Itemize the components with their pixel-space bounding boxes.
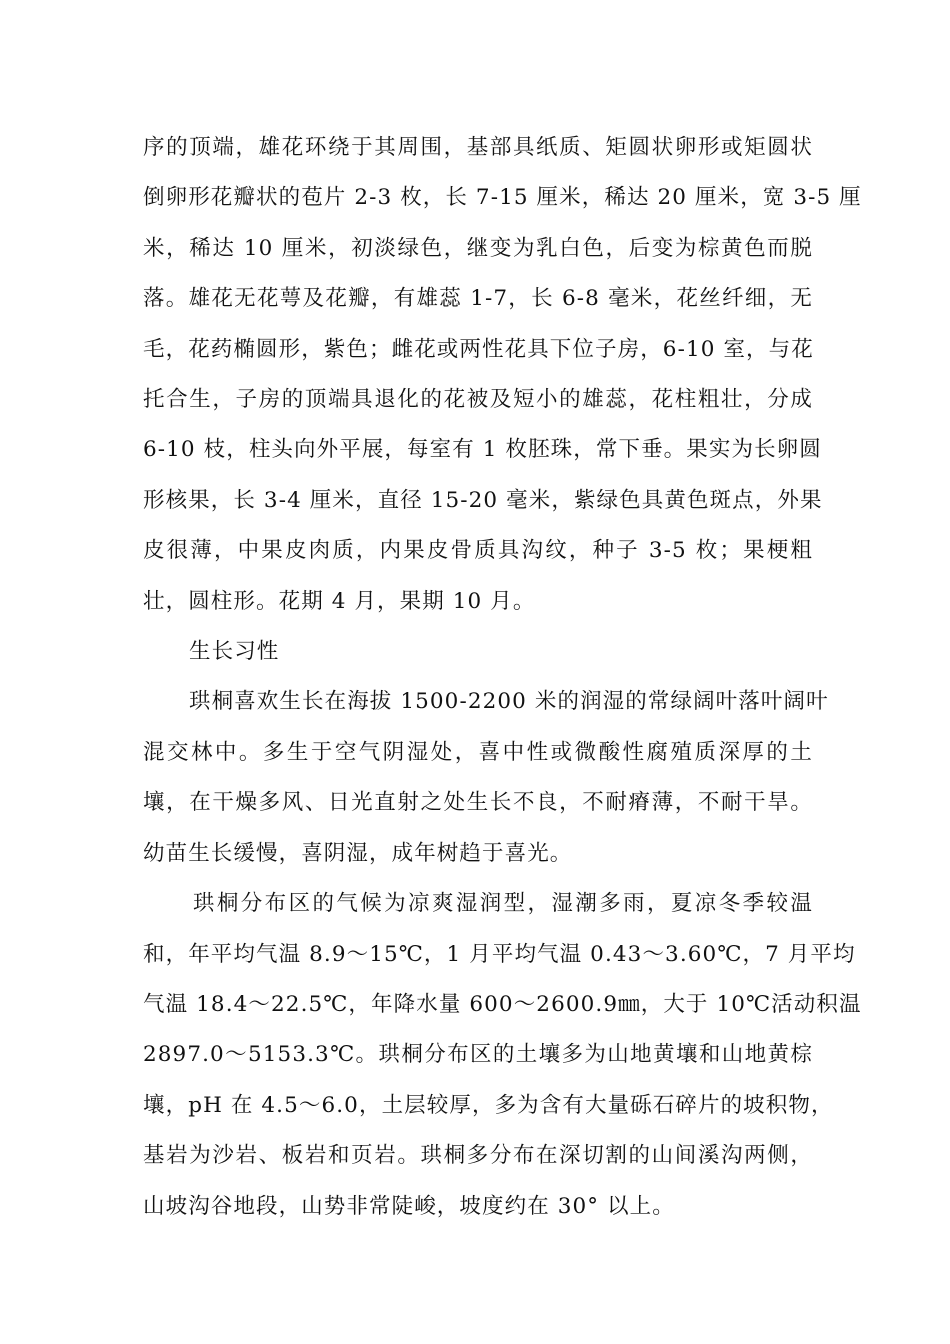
text-line: 2897.0～5153.3℃。珙桐分布区的土壤多为山地黄壤和山地黄棕	[143, 1042, 813, 1068]
paragraph-morphology	[143, 123, 862, 627]
text-line: 壤，在干燥多风、日光直射之处生长不良，不耐瘠薄，不耐干旱。	[143, 790, 813, 816]
text-line: 珙桐喜欢生长在海拔 1500-2200 米的润湿的常绿阔叶落叶阔叶	[189, 689, 829, 715]
text-line: 米，稀达 10 厘米，初淡绿色，继变为乳白色，后变为棕黄色而脱	[143, 235, 813, 261]
text-line: 皮很薄，中果皮肉质，内果皮骨质具沟纹，种子 3-5 枚；果梗粗	[143, 538, 813, 564]
paragraph-climate	[143, 879, 862, 1232]
text-line: 气温 18.4～22.5℃，年降水量 600～2600.9㎜，大于 10℃活动积温	[143, 991, 862, 1017]
text-line: 序的顶端，雄花环绕于其周围，基部具纸质、矩圆状卵形或矩圆状	[143, 135, 813, 160]
text-line: 山坡沟谷地段，山势非常陡峻，坡度约在 30° 以上。	[143, 1193, 675, 1219]
text-line: 壮，圆柱形。花期 4 月，果期 10 月。	[143, 588, 536, 614]
text-line: 珙桐分布区的气候为凉爽湿润型，湿潮多雨，夏凉冬季较温	[193, 891, 813, 917]
text-line: 倒卵形花瓣状的苞片 2-3 枚，长 7-15 厘米，稀达 20 厘米，宽 3-5 厘	[143, 185, 862, 211]
text-line: 托合生，子房的顶端具退化的花被及短小的雄蕊，花柱粗壮，分成	[143, 387, 813, 413]
text-line: 基岩为沙岩、板岩和页岩。珙桐多分布在深切割的山间溪沟两侧，	[143, 1143, 813, 1169]
text-line: 落。雄花无花萼及花瓣，有雄蕊 1-7，长 6-8 毫米，花丝纤细，无	[143, 286, 813, 312]
text-line: 毛，花药椭圆形，紫色；雌花或两性花具下位子房，6-10 室，与花	[143, 336, 814, 362]
text-line: 混交林中。多生于空气阴湿处，喜中性或微酸性腐殖质深厚的土	[143, 739, 813, 765]
paragraph-habit	[143, 677, 829, 879]
text-line: 和，年平均气温 8.9～15℃，1 月平均气温 0.43～3.60℃，7 月平均	[143, 941, 856, 967]
text-line: 6-10 枝，柱头向外平展，每室有 1 枚胚珠，常下垂。果实为长卵圆	[143, 437, 822, 463]
text-line: 壤，pH 在 4.5～6.0，土层较厚，多为含有大量砾石碎片的坡积物，	[143, 1092, 834, 1118]
text-line: 幼苗生长缓慢，喜阴湿，成年树趋于喜光。	[143, 840, 573, 866]
document-body	[143, 123, 862, 1232]
text-line: 形核果，长 3-4 厘米，直径 15-20 毫米，紫绿色具黄色斑点，外果	[143, 487, 823, 513]
section-heading: 生长习性	[189, 639, 280, 665]
